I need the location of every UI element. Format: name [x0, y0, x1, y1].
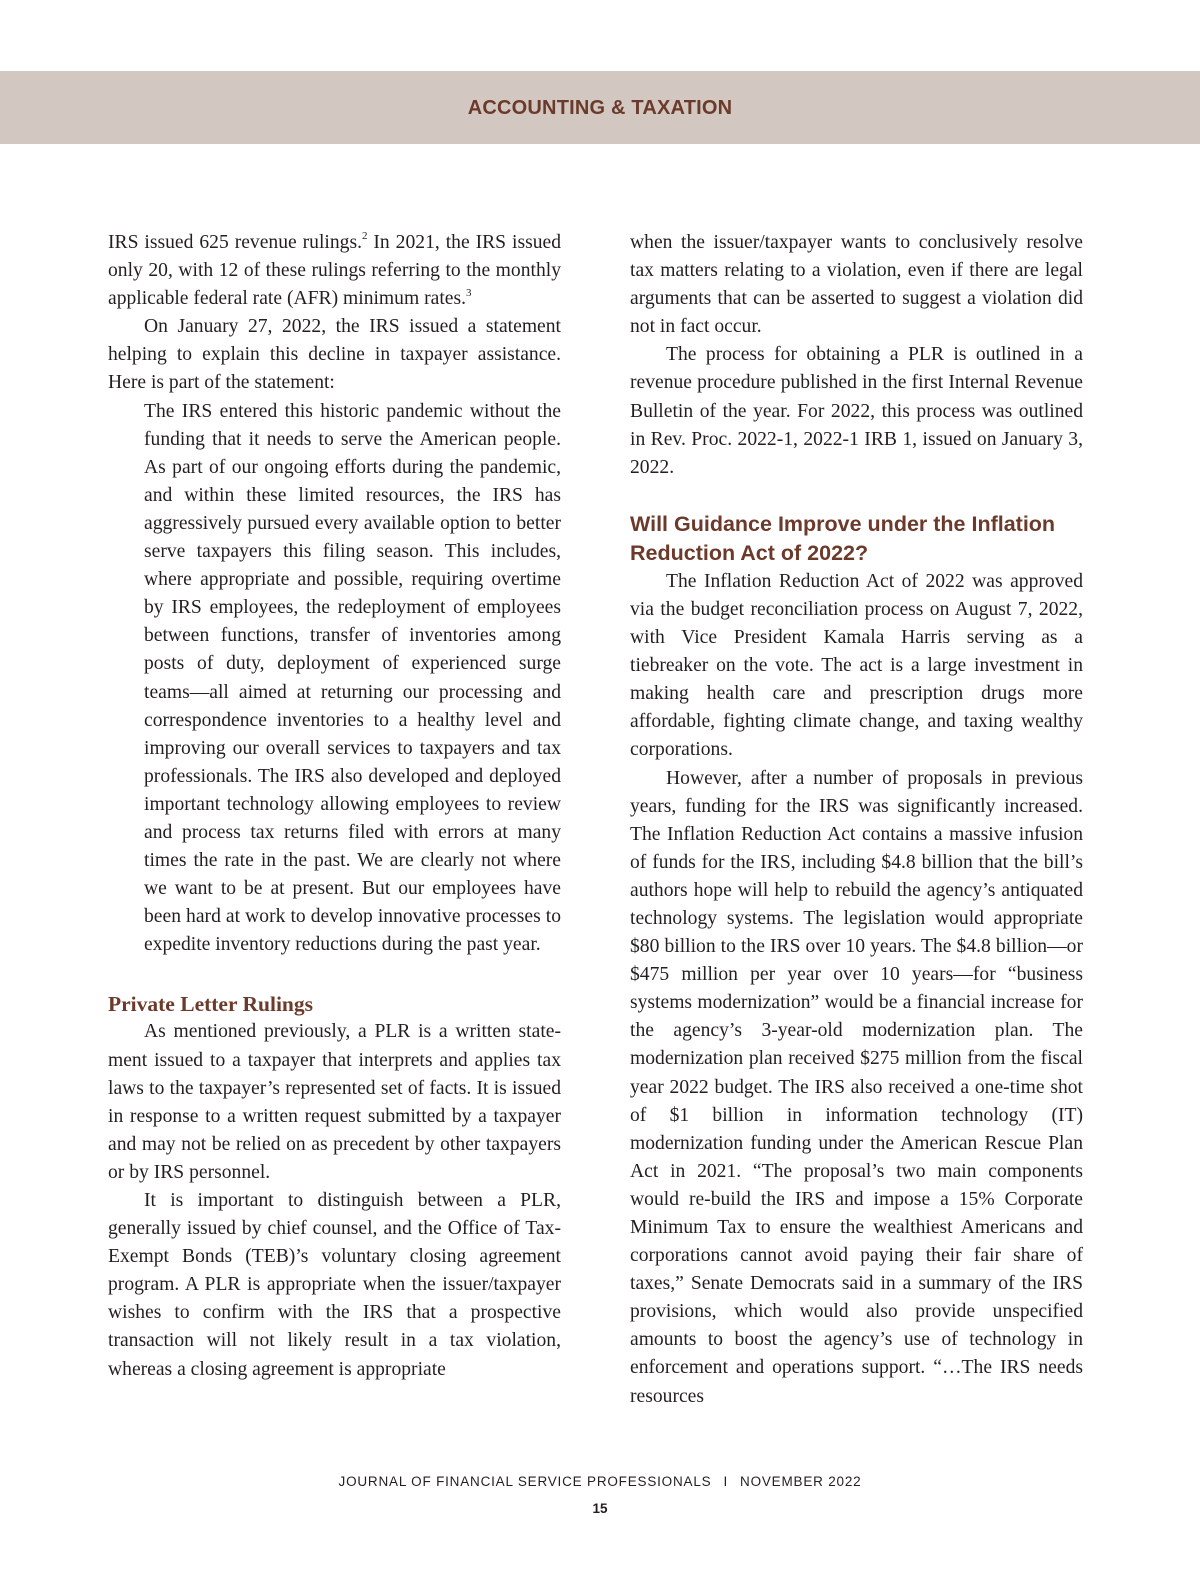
footnote-ref-2: 2 [361, 230, 368, 243]
heading-inflation-reduction-act: Will Guidance Improve under the Inflation Reduction Act of 2022? [630, 511, 1056, 565]
left-p1-text-cont: In 2021, the IRS issued only 20, with 12 of these rulings referring to the monthly applicable federal rate (AFR) minimum rates. [108, 232, 561, 310]
right-column [630, 229, 1083, 1411]
right-paragraph-2: The process for obtaining a PLR is outlined in a revenue procedure published in the first Internal Revenue Bulletin of the year. For 2022, this process was outlined in Rev. Proc. 2022-1, 2022-1 IRB 1, issued on January 3, 2022. [630, 344, 1083, 478]
left-paragraph-4: It is important to distinguish between a PLR, generally issued by chief counsel, and the Office of Tax-Exempt Bonds (TEB)’s voluntary closing agreement program. A PLR is appropriate when the issuer/taxpayer wishes to confirm with the IRS that a prospective transaction will not likely result in a tax violation, whereas a closing agreement is appropriate [108, 1190, 561, 1380]
section-header-band [0, 71, 1200, 144]
left-p1-text: IRS issued 625 revenue rulings. [108, 232, 362, 253]
irs-statement-quote [108, 398, 561, 960]
section-title: ACCOUNTING & TAXATION [467, 97, 733, 119]
page-number: 15 [592, 1501, 608, 1516]
footer-separator: I [723, 1474, 729, 1489]
right-paragraph-3: The Inflation Reduction Act of 2022 was approved via the budget reconciliation process on August 7, 2022, with Vice President Kamala Harris serving as a tiebreaker on the vote. The act is a large investment in making health care and prescription drugs more affordable, fighting climate change, and taxing wealthy corporations. [630, 570, 1083, 761]
issue-date: NOVEMBER 2022 [740, 1474, 862, 1489]
journal-name: JOURNAL OF FINANCIAL SERVICE PROFESSIONALS [338, 1474, 712, 1489]
page-footer [0, 1474, 1200, 1489]
left-paragraph-3: As mentioned previously, a PLR is a written statement issued to a taxpayer that interprets and applies tax laws to the taxpayer’s represented set of facts. It is issued in response to a written request submitted by a taxpayer and may not be relied on as precedent by other taxpayers or by IRS personnel. [108, 1021, 561, 1183]
left-paragraph-2: On January 27, 2022, the IRS issued a statement helping to explain this decline in taxpayer assistance. Here is part of the statement: [108, 316, 561, 394]
left-column [108, 229, 561, 1384]
quote-text: The IRS entered this historic pandemic without the funding that it needs to serve the American people. As part of our ongoing efforts during the pandemic, and within these limited resources, the IRS has aggressively pursued every available option to better serve taxpayers this filing season. This includes, where appropriate and possible, requiring overtime by IRS employees, the redeployment of employees between functions, transfer of inventories among posts of duty, deployment of experienced surge teams—all aimed at returning our processing and correspondence inventories to a healthy level and improving our overall services to taxpayers and tax professionals. The IRS also developed and deployed important technology allowing employees to review and process tax returns filed with errors at many times the rate in the past. We are clearly not where we want to be at present. But our employees have been hard at work to develop innovative processes to expedite inventory reductions during the past year. [144, 400, 561, 956]
left-paragraph-1 [108, 229, 561, 313]
right-paragraph-1: when the issuer/taxpayer wants to conclusively resolve tax matters relating to a violation, even if there are legal arguments that can be asserted to suggest a violation did not in fact occur. [630, 232, 1083, 338]
footnote-ref-3: 3 [466, 286, 472, 299]
heading-private-letter-rulings: Private Letter Rulings [108, 992, 314, 1017]
right-paragraph-4: However, after a number of proposals in previous years, funding for the IRS was significantly increased. The Inflation Reduction Act contains a massive infusion of funds for the IRS, including $4.8 billion that the bill’s authors hope will help to rebuild the agency’s antiquated technology systems. The legislation would appropriate $80 billion to the IRS over 10 years. The $4.8 billion—or $475 million per year over 10 years—for “business systems modernization” would be a financial increase for the agency’s 3-year-old modernization plan. The modernization plan received $275 million from the fiscal year 2022 budget. The IRS also received a one-time shot of $1 billion in information technology (IT) modernization funding under the American Rescue Plan Act in 2021. “The proposal’s two main components would re-build the IRS and impose a 15% Corporate Minimum Tax to ensure the wealthiest Americans and corporations cannot avoid paying their fair share of taxes,” Senate Democrats said in a summary of the IRS provisions, which would also provide unspecified amounts to boost the agency’s use of technology in enforcement and operations support. “…The IRS needs resources [630, 767, 1083, 1407]
